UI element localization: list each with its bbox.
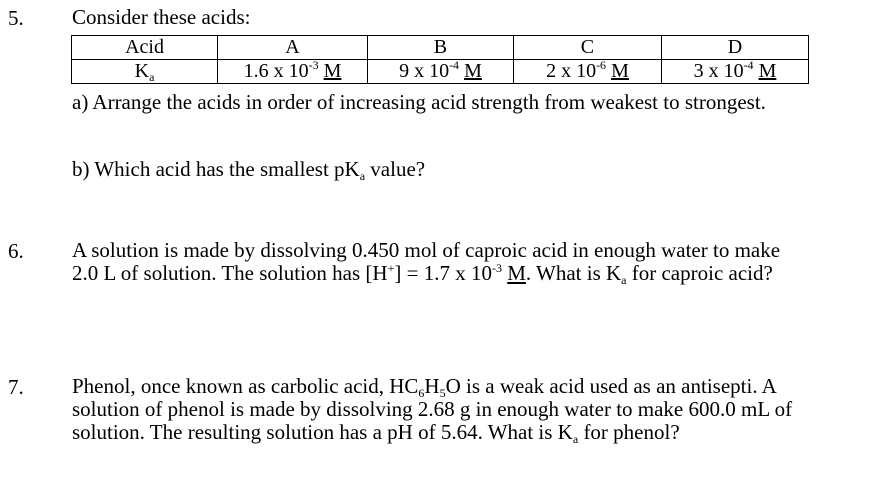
table-cell-ka-c: 2 x $10^{-6}$ M [514,60,662,84]
question-6-text [72,239,880,285]
table-row-ka [72,60,809,84]
table-cell-acid-d: D [661,36,808,60]
question-7-line-3: solution. The resulting solution has a pH of 5.64. What is $K_a$ for phenol? [72,420,680,446]
table-cell-acid-b: B [367,36,513,60]
question-5-number: 5. [8,6,24,30]
question-7-line-2: solution of phenol is made by dissolving 2.68 g in enough water to make 600.0 mL of [72,397,793,421]
table-cell-acid-label: Acid [72,36,218,60]
question-7-line-1: Phenol, once known as carbolic acid, $HC_6H_5O$ is a weak acid used as an antisepti. A [72,374,777,400]
question-5-intro: Consider these acids: [72,5,251,29]
table-cell-acid-a: A [218,36,368,60]
question-7-text [72,375,880,444]
question-5-part-b: b) Which acid has the smallest $pK_a$ value? [72,157,426,183]
acid-ka-table [71,35,809,84]
question-5-part-a: a) Arrange the acids in order of increasing acid strength from weakest to strongest. [72,90,766,114]
question-6-line-2: 2.0 L of solution. The solution has [H+] = 1.7 x $10^{-3}$ M. What is $K_a$ for caproic acid? [72,261,773,287]
table-cell-ka-a: 1.6 x $10^{-3}$ M [218,60,368,84]
table-cell-ka-label: $K_a$ [72,60,218,84]
table-row-acid [72,36,809,60]
table-cell-acid-c: C [514,36,662,60]
question-7-number: 7. [8,375,24,399]
question-6-number: 6. [8,239,24,263]
question-6-line-1: A solution is made by dissolving 0.450 mol of caproic acid in enough water to make [72,238,781,262]
table-cell-ka-d: 3 x $10^{-4}$ M [661,60,808,84]
table-cell-ka-b: 9 x $10^{-4}$ M [367,60,513,84]
